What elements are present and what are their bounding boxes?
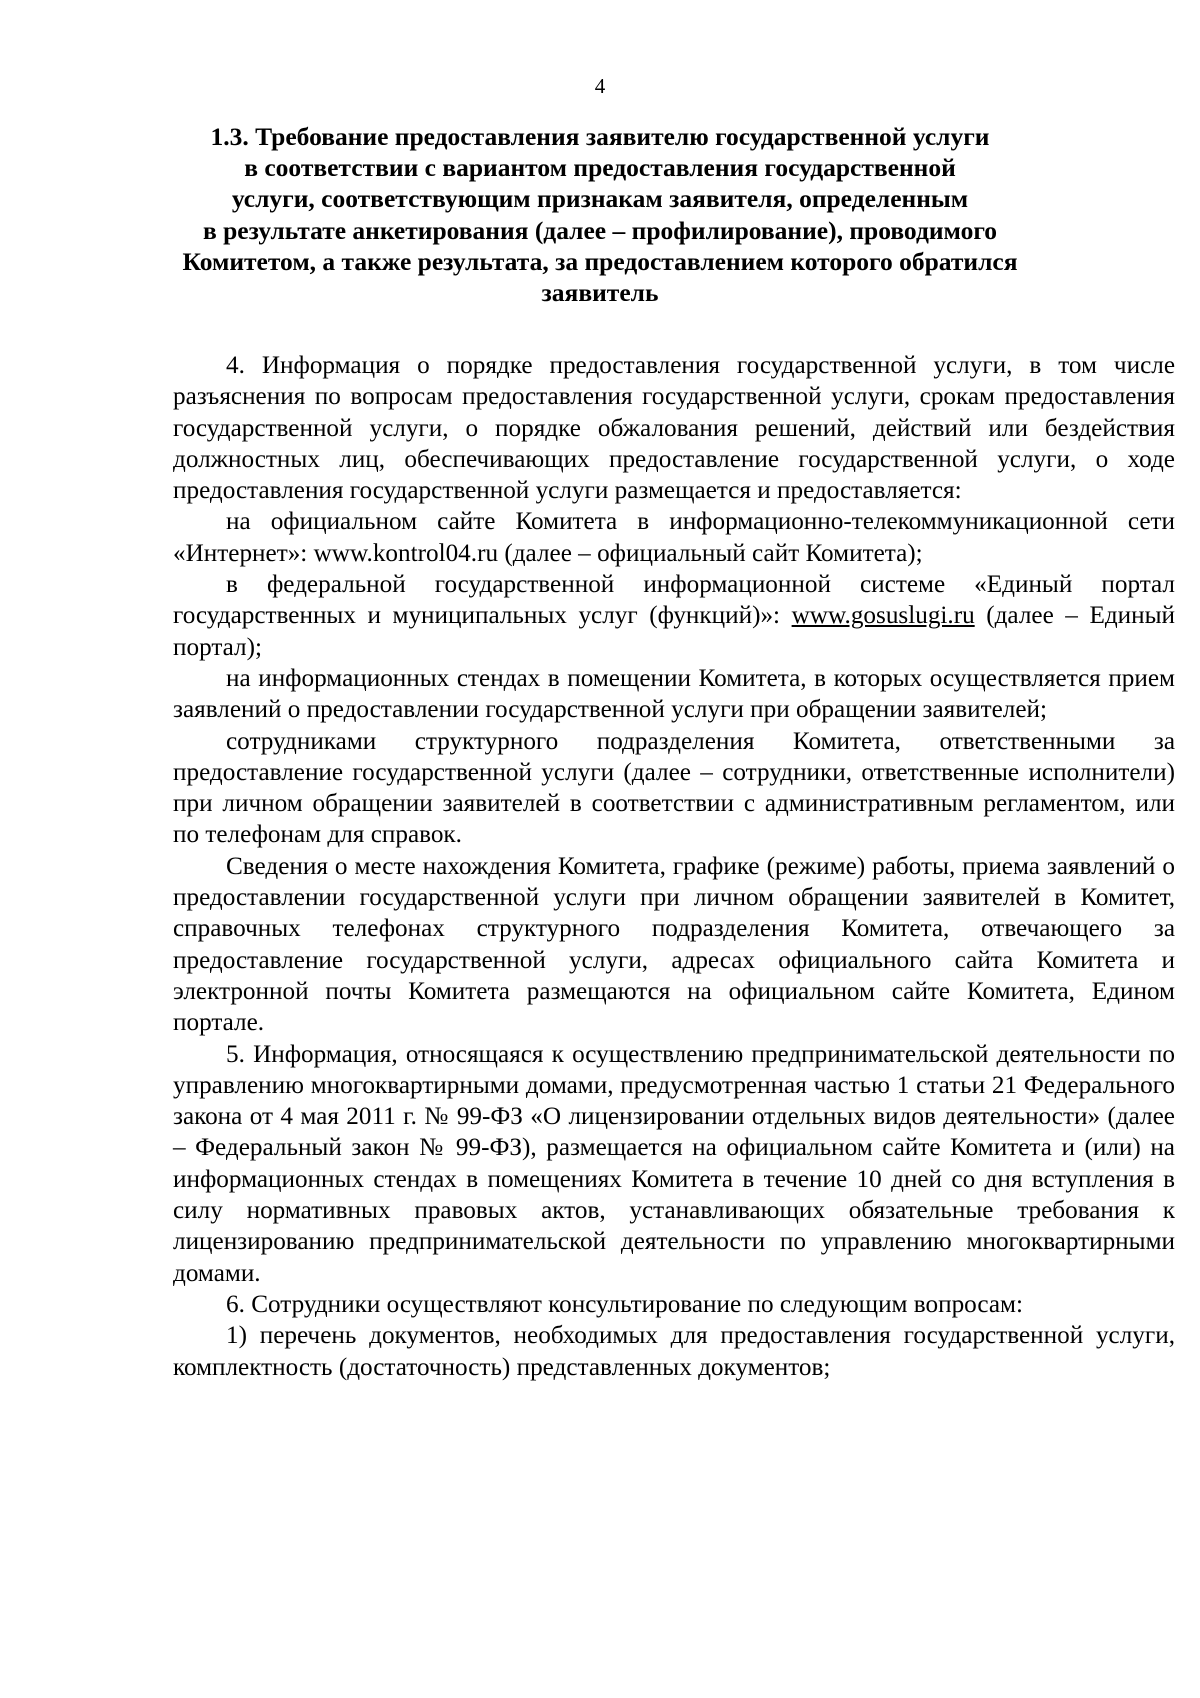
heading-line: в соответствии с вариантом предоставления государственной [244,153,956,183]
heading-line: услуги, соответствующим признакам заявителя, определенным [231,184,969,214]
paragraph-location-info: Сведения о месте нахождения Комитета, графике (режиме) работы, приема заявлений о предоставлении государственной услуги при личном обращении заявителей в Комитет, справочных телефонах структурного подразделения Комитета, отвечающего за предоставление государственной услуги, адресах официального сайта Комитета и электронной почты Комитета размещаются на официальном сайте Комитета, Едином портале. [173,852,1175,1037]
page-number: 4 [594,74,606,98]
paragraph-4: 4. Информация о порядке предоставления государственной услуги, в том числе разъяснения по вопросам предоставления государственной услуги, срокам предоставления государственной услуги, о порядке обжалования решений, действий или бездействия должностных лиц, обеспечивающих предоставление государственной услуги, о ходе предоставления государственной услуги размещается и предоставляется: [173,352,1175,505]
paragraph-6: 6. Сотрудники осуществляют консультирование по следующим вопросам: [226,1290,1023,1318]
paragraph-info-stands: на информационных стендах в помещении Комитета, в которых осуществляется прием заявлений о предоставлении государственной услуги при обращении заявителей; [173,664,1175,724]
heading-line: Комитетом, а также результата, за предоставлением которого обратился [182,246,1018,276]
heading-line: в результате анкетирования (далее – профилирование), проводимого [202,215,998,245]
document-body [173,350,1175,1383]
heading-line: заявитель [541,278,659,308]
paragraph-text: в федеральной государственной информационной системе «Единый портал государственных и муниципальных услуг (функций)»: [173,571,1175,630]
paragraph-staff: сотрудниками структурного подразделения Комитета, ответственными за предоставление государственной услуги (далее – сотрудники, ответственные исполнители) при личном обращении заявителей в соответствии с административным регламентом, или по телефонам для справок. [173,727,1175,849]
list-item-1: 1) перечень документов, необходимых для предоставления государственной услуги, комплектность (достаточность) представленных документов; [173,1322,1175,1381]
section-heading [150,121,1050,308]
gosuslugi-link[interactable]: www.gosuslugi.ru [791,602,975,630]
paragraph-official-site: на официальном сайте Комитета в информационно-телекоммуникационной сети «Интернет»: www.kontrol04.ru (далее – официальный сайт Комитета); [173,508,1175,567]
heading-line: 1.3. Требование предоставления заявителю государственной услуги [210,122,990,151]
paragraph-text: (далее – Единый портал); [173,602,1176,661]
paragraph-5: 5. Информация, относящаяся к осуществлению предпринимательской деятельности по управлению многоквартирными домами, предусмотренная частью 1 статьи 21 Федерального закона от 4 мая 2011 г. № 99-ФЗ «О лицензировании отдельных видов деятельности» (далее – Федеральный закон № 99-ФЗ), размещается на официальном сайте Комитета и (или) на информационных стендах в помещениях Комитета в течение 10 дней со дня вступления в силу нормативных правовых актов, устанавливающих обязательные требования к лицензированию предпринимательской деятельности по управлению многоквартирными домами. [173,1040,1175,1287]
paragraph-unified-portal [173,569,1175,663]
